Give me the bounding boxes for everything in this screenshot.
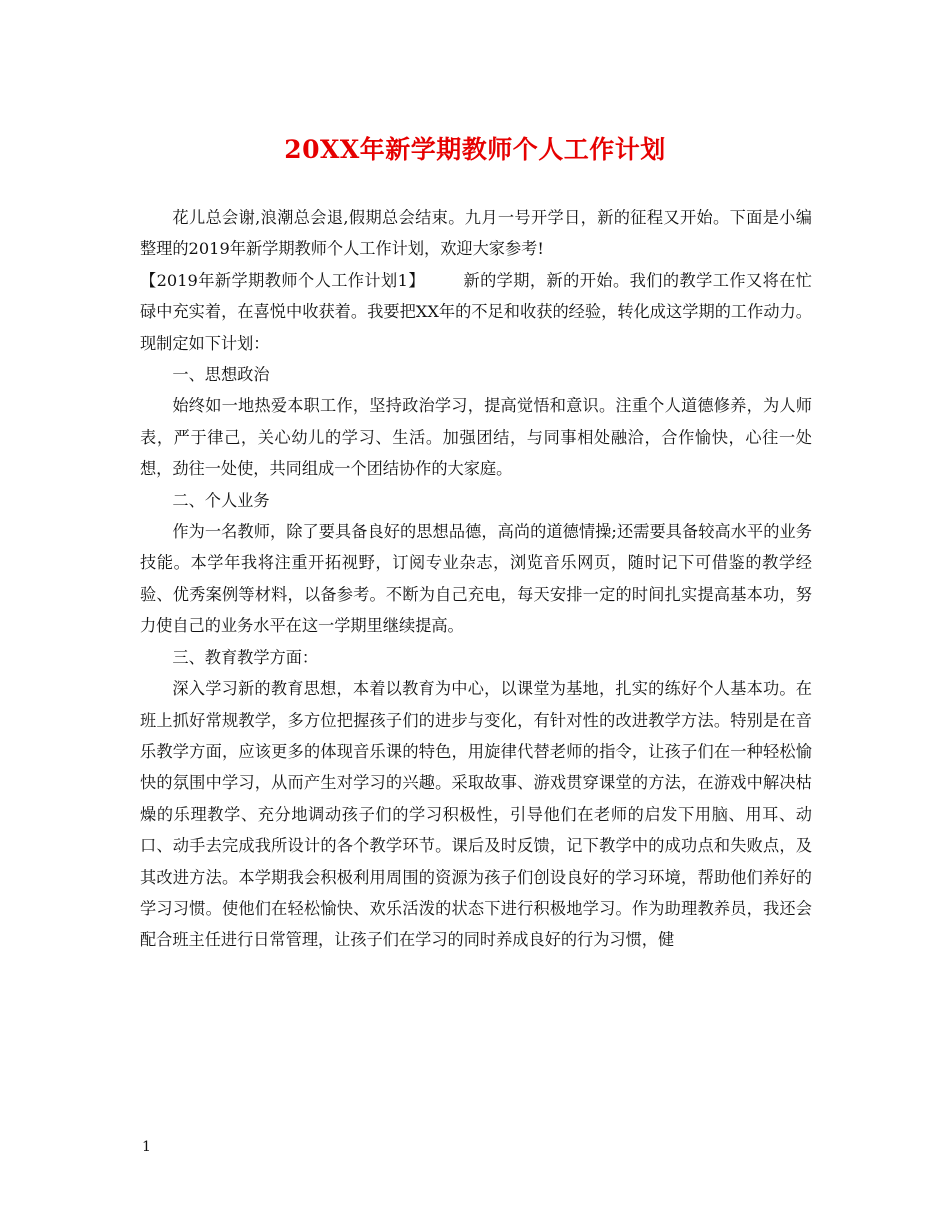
section-heading-professional: 二、个人业务 <box>172 490 270 510</box>
document-body <box>140 202 812 956</box>
section-text-politics: 始终如一地热爱本职工作，坚持政治学习，提高觉悟和意识。注重个人道德修养，为人师表，严于律己，关心幼儿的学习、生活。加强团结，与同事相处融洽，合作愉快，心往一处想，劲往一处使，共同组成一个团结协作的大家庭。 <box>140 396 812 479</box>
section-heading-teaching: 三、教育教学方面： <box>172 647 319 667</box>
page-number: 1 <box>142 1139 151 1155</box>
section-text-teaching: 深入学习新的教育思想，本着以教育为中心，以课堂为基地，扎实的练好个人基本功。在班上抓好常规教学，多方位把握孩子们的进步与变化，有针对性的改进教学方法。特别是在音乐教学方面，应该更多的体现音乐课的特色，用旋律代替老师的指令，让孩子们在一种轻松愉快的氛围中学习，从而产生对学习的兴趣。采取故事、游戏贯穿课堂的方法，在游戏中解决枯燥的乐理教学、充分地调动孩子们的学习积极性，引导他们在老师的启发下用脑、用耳、动口、动手去完成我所设计的各个教学环节。课后及时反馈，记下教学中的成功点和失败点，及其改进方法。本学期我会积极利用周围的资源为孩子们创设良好的学习环境，帮助他们养好的学习习惯。使他们在轻松愉快、欢乐活泼的状态下进行积极地学习。作为助理教养员，我还会配合班主任进行日常管理，让孩子们在学习的同时养成良好的行为习惯，健 <box>140 679 812 950</box>
section-text-professional: 作为一名教师，除了要具备良好的思想品德，高尚的道德情操;还需要具备较高水平的业务技能。本学年我将注重开拓视野，订阅专业杂志，浏览音乐网页，随时记下可借鉴的教学经验、优秀案例等材料，以备参考。不断为自己充电，每天安排一定的时间扎实提高基本功，努力使自己的业务水平在这一学期里继续提高。 <box>140 522 812 636</box>
plan-intro-text: 新的学期，新的开始。我们的教学工作又将在忙碌中充实着，在喜悦中收获着。我要把XX年的不足和收获的经验，转化成这学期的工作动力。现制定如下计划： <box>140 270 812 353</box>
section-heading-politics: 一、思想政治 <box>172 365 270 385</box>
plan-paragraph <box>140 265 812 359</box>
intro-paragraph: 花儿总会谢,浪潮总会退,假期总会结束。九月一号开学日，新的征程又开始。下面是小编整理的2019年新学期教师个人工作计划，欢迎大家参考! <box>140 208 812 259</box>
plan-heading: 【2019年新学期教师个人工作计划1】 <box>140 270 426 290</box>
document-title: 20XX年新学期教师个人工作计划 <box>284 135 666 164</box>
